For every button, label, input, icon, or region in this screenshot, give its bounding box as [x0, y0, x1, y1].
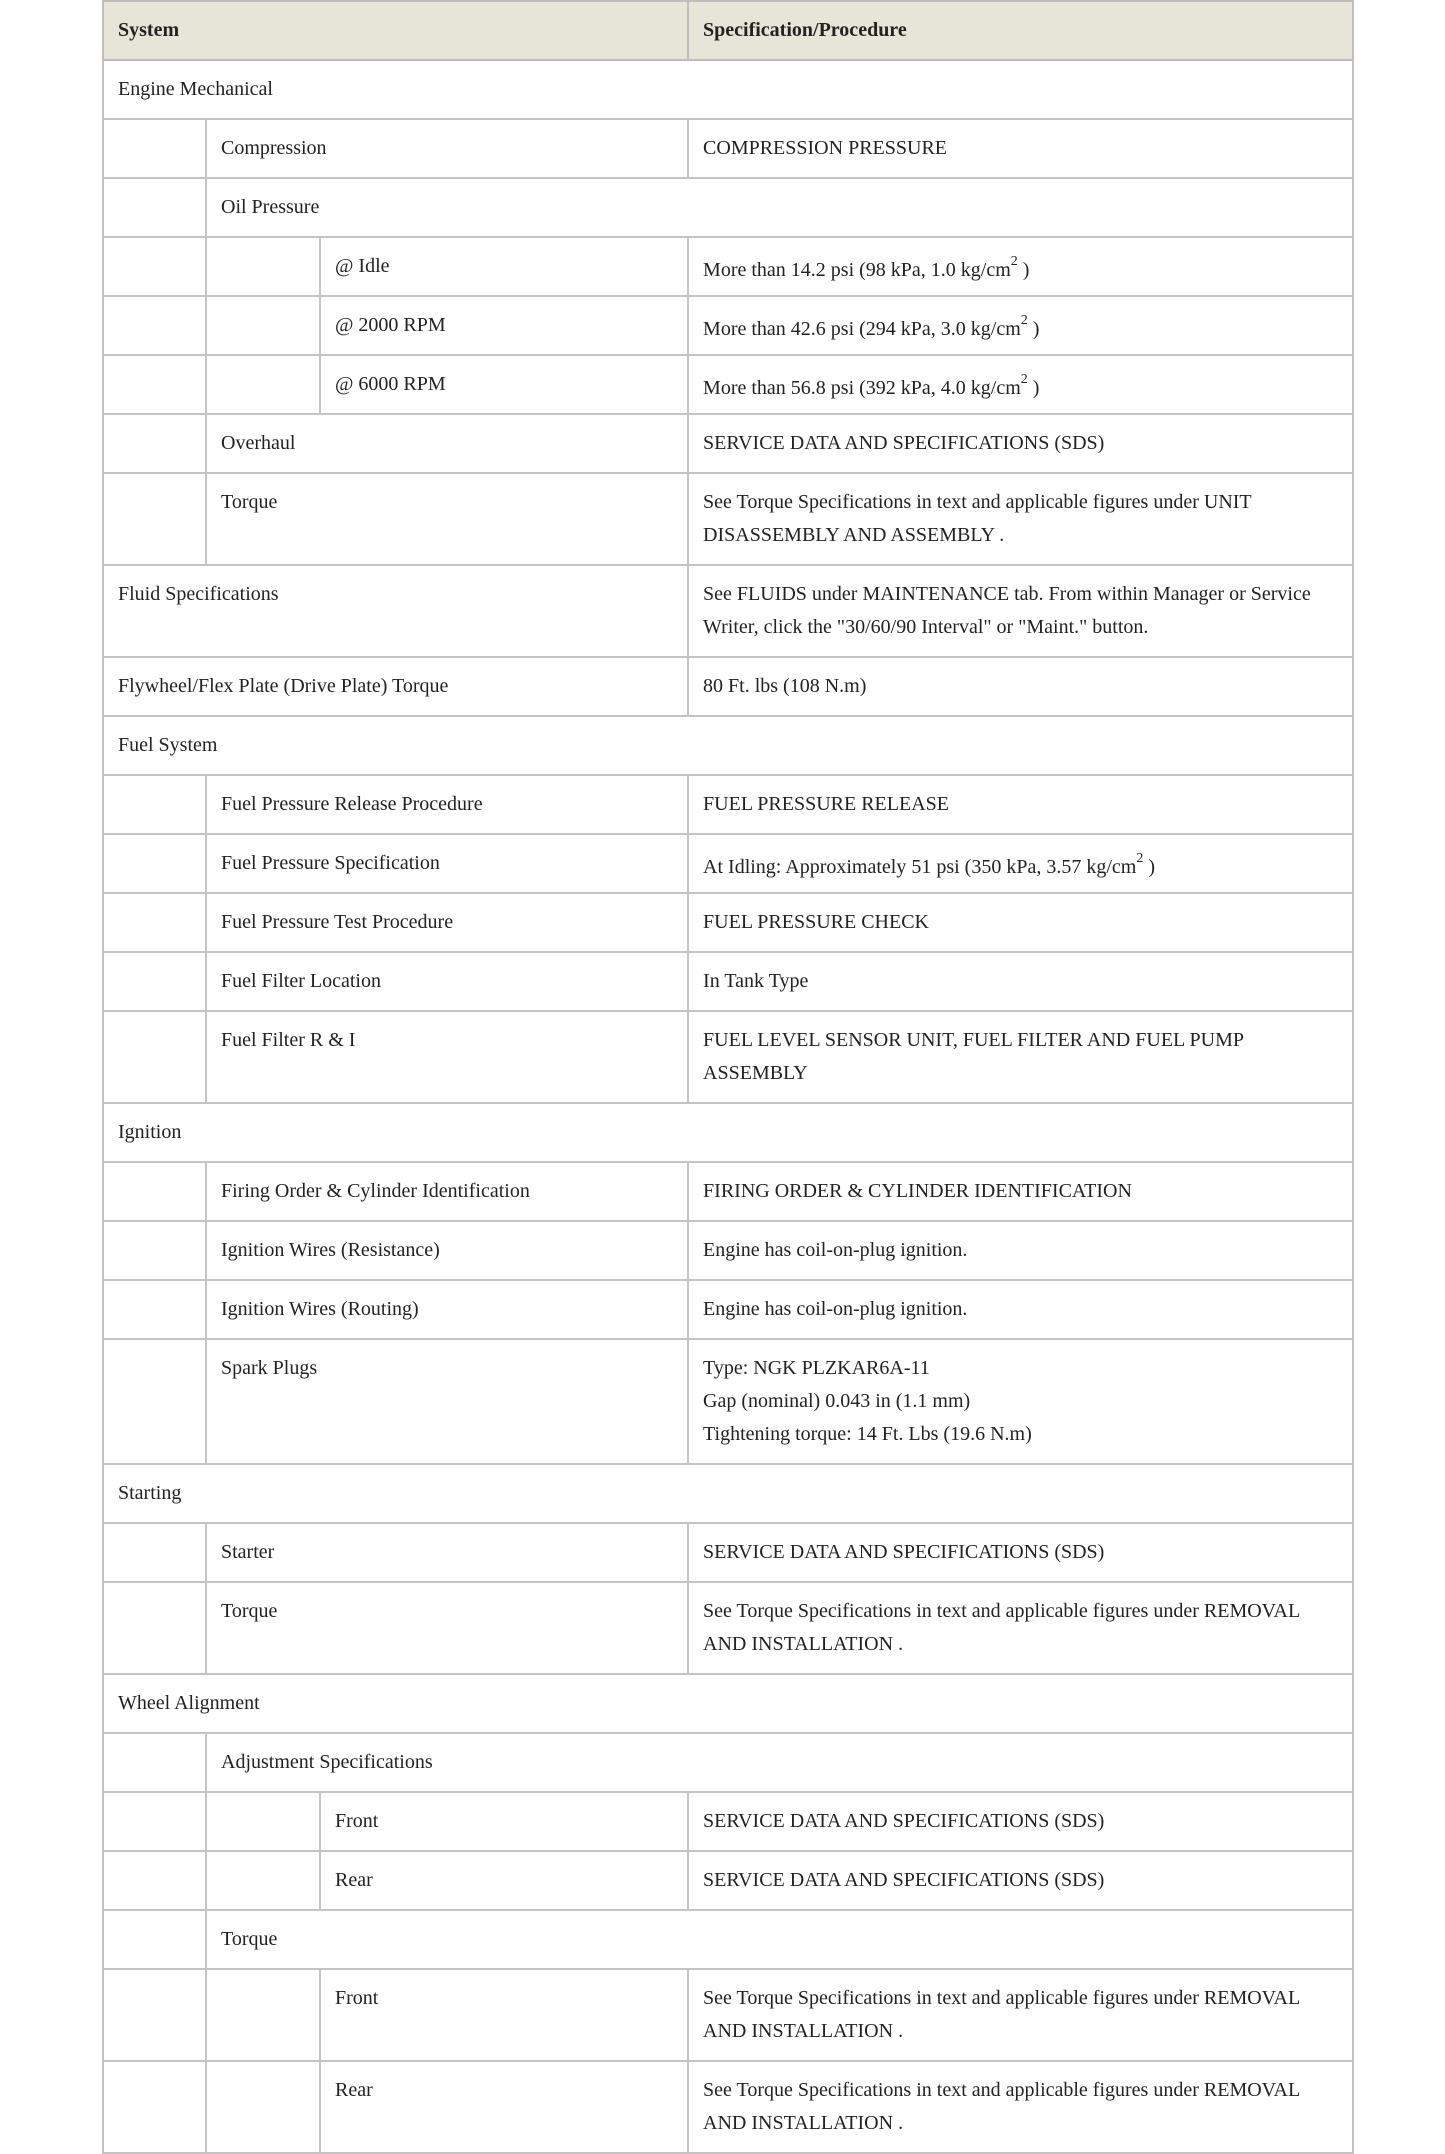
table-row — [103, 1011, 1353, 1103]
row-label: Front — [320, 1792, 688, 1851]
indent-cell — [206, 237, 320, 296]
section-row — [103, 60, 1353, 119]
indent-cell — [103, 1792, 206, 1851]
row-label: Firing Order & Cylinder Identification — [206, 1162, 688, 1221]
indent-cell — [103, 952, 206, 1011]
row-value: In Tank Type — [688, 952, 1353, 1011]
row-value — [688, 237, 1353, 296]
row-value: SERVICE DATA AND SPECIFICATIONS (SDS) — [688, 1851, 1353, 1910]
indent-cell — [103, 1582, 206, 1674]
value-text: More than 14.2 psi (98 kPa, 1.0 kg/cm — [703, 259, 1011, 281]
row-value: FUEL PRESSURE RELEASE — [688, 775, 1353, 834]
section-wheel-alignment: Wheel Alignment — [103, 1674, 1353, 1733]
row-label: Fuel Filter R & I — [206, 1011, 688, 1103]
value-text: More than 42.6 psi (294 kPa, 3.0 kg/cm — [703, 318, 1021, 340]
section-fuel-system: Fuel System — [103, 716, 1353, 775]
row-label: Fuel Filter Location — [206, 952, 688, 1011]
plug-type: Type: NGK PLZKAR6A-11 — [703, 1357, 930, 1379]
subsection-row — [103, 178, 1353, 237]
table-row — [103, 1523, 1353, 1582]
indent-cell — [103, 296, 206, 355]
value-text: More than 56.8 psi (392 kPa, 4.0 kg/cm — [703, 377, 1021, 399]
row-label: Spark Plugs — [206, 1339, 688, 1464]
section-row — [103, 1464, 1353, 1523]
row-label: @ Idle — [320, 237, 688, 296]
indent-cell — [103, 1339, 206, 1464]
table-row — [103, 237, 1353, 296]
row-value: FIRING ORDER & CYLINDER IDENTIFICATION — [688, 1162, 1353, 1221]
subsection-torque: Torque — [206, 1910, 1353, 1969]
indent-cell — [103, 237, 206, 296]
indent-cell — [103, 2061, 206, 2153]
indent-cell — [206, 2061, 320, 2153]
spec-table — [102, 0, 1354, 2154]
indent-cell — [103, 119, 206, 178]
row-label: Overhaul — [206, 414, 688, 473]
indent-cell — [206, 296, 320, 355]
row-label: Fuel Pressure Release Procedure — [206, 775, 688, 834]
table-row — [103, 1851, 1353, 1910]
row-label: Torque — [206, 473, 688, 565]
indent-cell — [103, 414, 206, 473]
row-label: Fluid Specifications — [103, 565, 688, 657]
indent-cell — [103, 1851, 206, 1910]
row-value: SERVICE DATA AND SPECIFICATIONS (SDS) — [688, 1792, 1353, 1851]
row-value: See Torque Specifications in text and applicable figures under UNIT DISASSEMBLY AND ASSEMBLY . — [688, 473, 1353, 565]
subsection-row — [103, 1733, 1353, 1792]
section-starting: Starting — [103, 1464, 1353, 1523]
subsection-oil-pressure: Oil Pressure — [206, 178, 1353, 237]
row-label: Compression — [206, 119, 688, 178]
table-row — [103, 834, 1353, 893]
row-value — [688, 834, 1353, 893]
table-row — [103, 355, 1353, 414]
table-row — [103, 657, 1353, 716]
row-label: @ 6000 RPM — [320, 355, 688, 414]
table-row — [103, 1221, 1353, 1280]
row-label: Rear — [320, 2061, 688, 2153]
value-tail: ) — [1017, 259, 1030, 281]
indent-cell — [103, 1011, 206, 1103]
indent-cell — [206, 355, 320, 414]
header-spec: Specification/Procedure — [688, 1, 1353, 60]
value-tail: ) — [1143, 856, 1156, 878]
subsection-adjustment: Adjustment Specifications — [206, 1733, 1353, 1792]
table-row — [103, 952, 1353, 1011]
value-tail: ) — [1027, 377, 1040, 399]
table-row — [103, 775, 1353, 834]
table-row — [103, 565, 1353, 657]
table-row — [103, 1582, 1353, 1674]
row-label: Torque — [206, 1582, 688, 1674]
indent-cell — [103, 1162, 206, 1221]
row-value: FUEL LEVEL SENSOR UNIT, FUEL FILTER AND FUEL PUMP ASSEMBLY — [688, 1011, 1353, 1103]
row-value: 80 Ft. lbs (108 N.m) — [688, 657, 1353, 716]
row-label: @ 2000 RPM — [320, 296, 688, 355]
indent-cell — [206, 1792, 320, 1851]
row-value — [688, 1339, 1353, 1464]
section-ignition: Ignition — [103, 1103, 1353, 1162]
row-label: Ignition Wires (Resistance) — [206, 1221, 688, 1280]
superscript: 2 — [1010, 254, 1018, 270]
section-row — [103, 1103, 1353, 1162]
table-row — [103, 1969, 1353, 2061]
row-label: Fuel Pressure Specification — [206, 834, 688, 893]
row-label: Fuel Pressure Test Procedure — [206, 893, 688, 952]
row-value: Engine has coil-on-plug ignition. — [688, 1280, 1353, 1339]
indent-cell — [103, 1910, 206, 1969]
row-value: See Torque Specifications in text and applicable figures under REMOVAL AND INSTALLATION . — [688, 2061, 1353, 2153]
indent-cell — [103, 355, 206, 414]
row-value: SERVICE DATA AND SPECIFICATIONS (SDS) — [688, 414, 1353, 473]
row-value: FUEL PRESSURE CHECK — [688, 893, 1353, 952]
value-tail: ) — [1027, 318, 1040, 340]
table-row — [103, 1162, 1353, 1221]
section-row — [103, 1674, 1353, 1733]
header-row — [103, 1, 1353, 60]
value-text: At Idling: Approximately 51 psi (350 kPa, 3.57 kg/cm — [703, 856, 1137, 878]
row-value: SERVICE DATA AND SPECIFICATIONS (SDS) — [688, 1523, 1353, 1582]
table-row — [103, 473, 1353, 565]
table-row — [103, 119, 1353, 178]
subsection-row — [103, 1910, 1353, 1969]
row-label: Rear — [320, 1851, 688, 1910]
table-row — [103, 893, 1353, 952]
table-row — [103, 2061, 1353, 2153]
indent-cell — [103, 834, 206, 893]
row-label: Flywheel/Flex Plate (Drive Plate) Torque — [103, 657, 688, 716]
plug-gap: Gap (nominal) 0.043 in (1.1 mm) — [703, 1390, 971, 1412]
indent-cell — [206, 1969, 320, 2061]
table-row — [103, 1339, 1353, 1464]
row-label: Ignition Wires (Routing) — [206, 1280, 688, 1339]
superscript: 2 — [1020, 313, 1028, 329]
row-value: COMPRESSION PRESSURE — [688, 119, 1353, 178]
row-value — [688, 355, 1353, 414]
row-value: Engine has coil-on-plug ignition. — [688, 1221, 1353, 1280]
section-row — [103, 716, 1353, 775]
plug-torque: Tightening torque: 14 Ft. Lbs (19.6 N.m) — [703, 1423, 1032, 1445]
indent-cell — [103, 893, 206, 952]
row-value: See Torque Specifications in text and applicable figures under REMOVAL AND INSTALLATION . — [688, 1969, 1353, 2061]
superscript: 2 — [1136, 851, 1144, 867]
indent-cell — [103, 1969, 206, 2061]
row-value — [688, 296, 1353, 355]
table-row — [103, 414, 1353, 473]
row-value: See FLUIDS under MAINTENANCE tab. From within Manager or Service Writer, click the "30/60/90 Interval" or "Maint." button. — [688, 565, 1353, 657]
row-value: See Torque Specifications in text and applicable figures under REMOVAL AND INSTALLATION . — [688, 1582, 1353, 1674]
table-row — [103, 1792, 1353, 1851]
indent-cell — [103, 1280, 206, 1339]
indent-cell — [103, 1221, 206, 1280]
superscript: 2 — [1020, 372, 1028, 388]
table-row — [103, 1280, 1353, 1339]
indent-cell — [103, 473, 206, 565]
indent-cell — [103, 775, 206, 834]
section-engine-mechanical: Engine Mechanical — [103, 60, 1353, 119]
indent-cell — [103, 178, 206, 237]
table-row — [103, 296, 1353, 355]
indent-cell — [206, 1851, 320, 1910]
header-system: System — [103, 1, 688, 60]
indent-cell — [103, 1733, 206, 1792]
indent-cell — [103, 1523, 206, 1582]
row-label: Starter — [206, 1523, 688, 1582]
row-label: Front — [320, 1969, 688, 2061]
